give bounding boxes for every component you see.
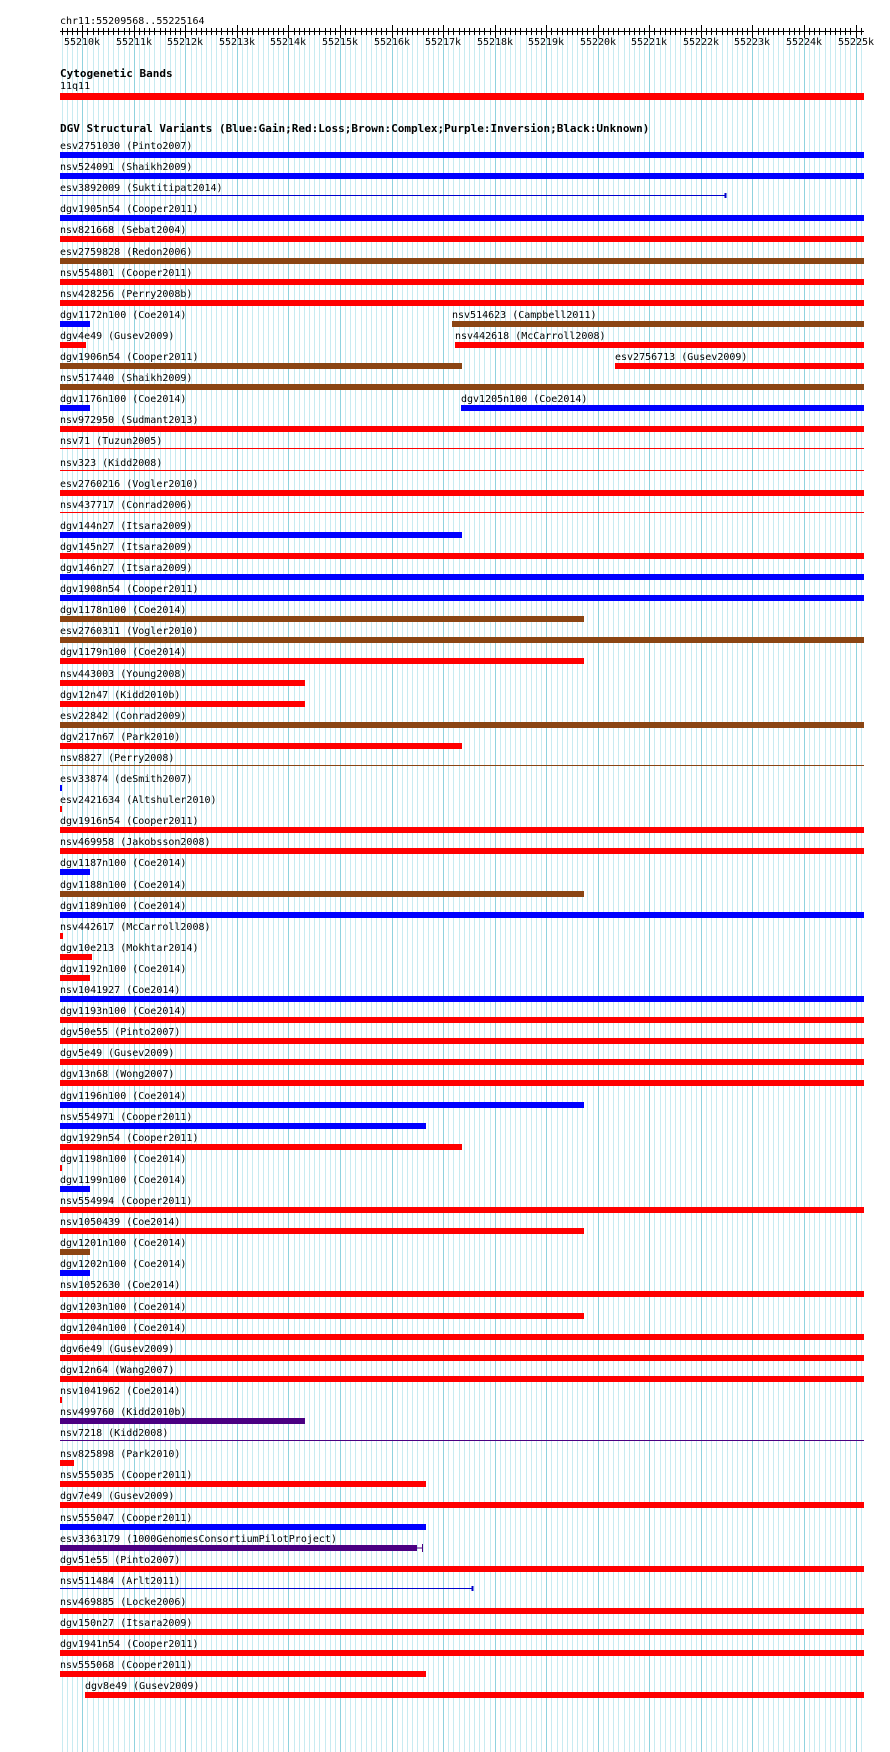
variant-feature[interactable] — [60, 1038, 864, 1044]
variant-label: esv2756713 (Gusev2009) — [615, 352, 748, 363]
variant-label: dgv1176n100 (Coe2014) — [60, 394, 187, 405]
variant-label: nsv323 (Kidd2008) — [60, 458, 163, 469]
variant-label: dgv8e49 (Gusev2009) — [85, 1681, 200, 1692]
variant-label: dgv10e213 (Mokhtar2014) — [60, 943, 199, 954]
position-label: chr11:55209568..55225164 — [60, 16, 205, 27]
variant-feature[interactable] — [60, 1355, 864, 1361]
variant-label: nsv443003 (Young2008) — [60, 669, 187, 680]
variant-label: nsv469885 (Locke2006) — [60, 1597, 187, 1608]
variant-feature[interactable] — [60, 532, 462, 538]
variant-feature[interactable] — [60, 1502, 864, 1508]
variant-feature[interactable] — [60, 1080, 864, 1086]
variant-feature[interactable] — [60, 891, 584, 897]
variant-feature[interactable] — [60, 1481, 426, 1487]
variant-feature[interactable] — [60, 806, 62, 812]
variant-label: dgv50e55 (Pinto2007) — [60, 1027, 181, 1038]
variant-feature[interactable] — [60, 574, 864, 580]
variant-label: nsv511484 (Arlt2011) — [60, 1576, 181, 1587]
variant-label: esv2421634 (Altshuler2010) — [60, 795, 217, 806]
variant-feature[interactable] — [452, 321, 864, 327]
variant-label: nsv555047 (Cooper2011) — [60, 1513, 193, 1524]
variant-label: dgv1198n100 (Coe2014) — [60, 1154, 187, 1165]
variant-label: esv22842 (Conrad2009) — [60, 711, 187, 722]
variant-label: nsv825898 (Park2010) — [60, 1449, 181, 1460]
variant-label: dgv12n47 (Kidd2010b) — [60, 690, 181, 701]
variant-feature[interactable] — [60, 616, 584, 622]
variant-label: esv33874 (deSmith2007) — [60, 774, 193, 785]
variant-label: dgv1204n100 (Coe2014) — [60, 1323, 187, 1334]
variant-label: nsv469958 (Jakobsson2008) — [60, 837, 211, 848]
cytobands-track-title: Cytogenetic Bands — [60, 67, 173, 80]
variant-feature[interactable] — [60, 848, 864, 854]
variant-feature[interactable] — [60, 996, 864, 1002]
variant-feature[interactable] — [615, 363, 864, 369]
variant-feature[interactable] — [60, 1418, 305, 1424]
variant-feature[interactable] — [60, 933, 63, 939]
variant-label: dgv1941n54 (Cooper2011) — [60, 1639, 199, 1650]
ruler-tick-label: 55212k — [166, 37, 204, 48]
ruler-tick-label: 55224k — [785, 37, 823, 48]
variant-feature[interactable] — [60, 1228, 584, 1234]
variant-feature[interactable] — [60, 975, 90, 981]
variant-feature[interactable] — [60, 236, 864, 242]
variant-label: esv2760311 (Vogler2010) — [60, 626, 199, 637]
ruler-tick-label: 55225k — [837, 37, 875, 48]
variant-feature[interactable] — [60, 1186, 90, 1192]
variant-feature[interactable] — [60, 279, 864, 285]
ruler-tick-label: 55223k — [733, 37, 771, 48]
variant-feature[interactable] — [60, 300, 864, 306]
variant-label: nsv7218 (Kidd2008) — [60, 1428, 169, 1439]
variant-feature[interactable] — [60, 215, 864, 221]
variant-feature[interactable] — [60, 595, 864, 601]
variant-feature[interactable] — [461, 405, 864, 411]
variant-label: dgv1193n100 (Coe2014) — [60, 1006, 187, 1017]
variant-label: dgv13n68 (Wong2007) — [60, 1069, 175, 1080]
variant-feature[interactable] — [60, 1629, 864, 1635]
variant-label: dgv1908n54 (Cooper2011) — [60, 584, 199, 595]
variant-label: dgv1179n100 (Coe2014) — [60, 647, 187, 658]
variant-feature[interactable] — [60, 1059, 864, 1065]
variant-label: nsv71 (Tuzun2005) — [60, 436, 163, 447]
variant-feature[interactable] — [60, 827, 864, 833]
variant-label: esv3363179 (1000GenomesConsortiumPilotProject) — [60, 1534, 337, 1545]
variant-feature[interactable] — [60, 1650, 864, 1656]
ruler-tick-label: 55222k — [682, 37, 720, 48]
variant-label: dgv51e55 (Pinto2007) — [60, 1555, 181, 1566]
variant-feature[interactable] — [60, 426, 864, 432]
variant-label: dgv5e49 (Gusev2009) — [60, 1048, 175, 1059]
variant-label: nsv517440 (Shaikh2009) — [60, 373, 193, 384]
variant-label: dgv1205n100 (Coe2014) — [461, 394, 588, 405]
variant-feature[interactable] — [60, 1397, 62, 1403]
variant-label: nsv972950 (Sudmant2013) — [60, 415, 199, 426]
variant-feature[interactable] — [60, 1376, 864, 1382]
ruler-tick-label: 55215k — [321, 37, 359, 48]
variant-feature[interactable] — [60, 912, 864, 918]
ruler-tick-label: 55221k — [630, 37, 668, 48]
variant-label: nsv514623 (Campbell2011) — [452, 310, 597, 321]
variant-feature[interactable] — [60, 1249, 90, 1255]
variant-label: dgv12n64 (Wang2007) — [60, 1365, 175, 1376]
variant-label: dgv1178n100 (Coe2014) — [60, 605, 187, 616]
ruler-tick-label: 55211k — [115, 37, 153, 48]
variant-feature[interactable] — [60, 743, 462, 749]
ruler-tick-label: 55219k — [527, 37, 565, 48]
variant-label: nsv437717 (Conrad2006) — [60, 500, 193, 511]
variant-feature[interactable] — [60, 1566, 864, 1572]
ruler-track — [60, 25, 874, 48]
variant-label: dgv146n27 (Itsara2009) — [60, 563, 193, 574]
variant-label: dgv1196n100 (Coe2014) — [60, 1091, 187, 1102]
variant-label: esv2759828 (Redon2006) — [60, 247, 193, 258]
variant-label: dgv150n27 (Itsara2009) — [60, 1618, 193, 1629]
variant-label: dgv1203n100 (Coe2014) — [60, 1302, 187, 1313]
variant-label: esv2760216 (Vogler2010) — [60, 479, 199, 490]
variant-label: nsv1052630 (Coe2014) — [60, 1280, 181, 1291]
variant-feature[interactable] — [455, 342, 864, 348]
variant-feature[interactable] — [60, 342, 86, 348]
variant-label: nsv442618 (McCarroll2008) — [455, 331, 606, 342]
variant-feature[interactable] — [60, 1545, 417, 1551]
ruler-tick-label: 55210k — [63, 37, 101, 48]
variant-label: nsv554801 (Cooper2011) — [60, 268, 193, 279]
variant-label: dgv1916n54 (Cooper2011) — [60, 816, 199, 827]
ruler-tick-label: 55216k — [373, 37, 411, 48]
variant-label: nsv555035 (Cooper2011) — [60, 1470, 193, 1481]
variant-feature[interactable] — [60, 658, 584, 664]
variant-label: dgv6e49 (Gusev2009) — [60, 1344, 175, 1355]
variant-feature[interactable] — [60, 1102, 584, 1108]
variant-label: nsv1041962 (Coe2014) — [60, 1386, 181, 1397]
variant-label: esv2751030 (Pinto2007) — [60, 141, 193, 152]
cytoband-label: 11q11 — [60, 81, 91, 92]
variant-label: dgv7e49 (Gusev2009) — [60, 1491, 175, 1502]
variant-label: dgv1201n100 (Coe2014) — [60, 1238, 187, 1249]
variant-label: dgv1172n100 (Coe2014) — [60, 310, 187, 321]
variant-label: nsv1041927 (Coe2014) — [60, 985, 181, 996]
variant-feature[interactable] — [60, 405, 90, 411]
variant-label: dgv1188n100 (Coe2014) — [60, 880, 187, 891]
variant-feature[interactable] — [60, 1291, 864, 1297]
variant-label: nsv555068 (Cooper2011) — [60, 1660, 193, 1671]
variant-label: nsv442617 (McCarroll2008) — [60, 922, 211, 933]
variant-feature[interactable] — [60, 152, 864, 158]
variant-label: esv3892009 (Suktitipat2014) — [60, 183, 223, 194]
variant-label: dgv4e49 (Gusev2009) — [60, 331, 175, 342]
variant-label: dgv1906n54 (Cooper2011) — [60, 352, 199, 363]
variant-label: dgv1202n100 (Coe2014) — [60, 1259, 187, 1270]
variant-feature[interactable] — [85, 1692, 864, 1698]
variant-label: dgv144n27 (Itsara2009) — [60, 521, 193, 532]
variant-feature[interactable] — [60, 1207, 864, 1213]
variant-feature[interactable] — [60, 1608, 864, 1614]
variant-feature[interactable] — [60, 1334, 864, 1340]
ruler-tick-label: 55217k — [424, 37, 462, 48]
variant-feature[interactable] — [60, 722, 864, 728]
variant-label: dgv145n27 (Itsara2009) — [60, 542, 193, 553]
ruler-tick-label: 55213k — [218, 37, 256, 48]
variant-label: nsv8827 (Perry2008) — [60, 753, 175, 764]
variant-label: dgv1192n100 (Coe2014) — [60, 964, 187, 975]
variant-label: nsv499760 (Kidd2010b) — [60, 1407, 187, 1418]
cytoband-11q11[interactable] — [60, 93, 864, 100]
variant-feature[interactable] — [60, 1144, 462, 1150]
variant-feature[interactable] — [60, 785, 62, 791]
variant-label: dgv1189n100 (Coe2014) — [60, 901, 187, 912]
variant-feature[interactable] — [60, 363, 462, 369]
variant-feature[interactable] — [60, 637, 864, 643]
variant-feature[interactable] — [60, 869, 90, 875]
variant-feature[interactable] — [60, 1165, 62, 1171]
variant-feature[interactable] — [60, 490, 864, 496]
variant-feature[interactable] — [60, 954, 92, 960]
variant-feature[interactable] — [60, 321, 90, 327]
variant-feature[interactable] — [60, 1123, 426, 1129]
variant-label: dgv1187n100 (Coe2014) — [60, 858, 187, 869]
variant-label: nsv524091 (Shaikh2009) — [60, 162, 193, 173]
ruler-tick-label: 55214k — [269, 37, 307, 48]
variant-feature[interactable] — [60, 701, 305, 707]
variant-label: dgv217n67 (Park2010) — [60, 732, 181, 743]
variant-label: dgv1199n100 (Coe2014) — [60, 1175, 187, 1186]
variant-label: dgv1929n54 (Cooper2011) — [60, 1133, 199, 1144]
variant-feature[interactable] — [60, 173, 864, 179]
variant-feature[interactable] — [60, 1017, 864, 1023]
variant-feature[interactable] — [60, 1524, 426, 1530]
variant-label: nsv554994 (Cooper2011) — [60, 1196, 193, 1207]
variant-feature[interactable] — [60, 1460, 74, 1466]
variant-feature[interactable] — [60, 1270, 90, 1276]
variant-label: dgv1905n54 (Cooper2011) — [60, 204, 199, 215]
variant-feature[interactable] — [60, 384, 864, 390]
variant-feature[interactable] — [60, 258, 864, 264]
variant-label: nsv821668 (Sebat2004) — [60, 225, 187, 236]
variant-feature[interactable] — [60, 553, 864, 559]
ruler-tick-label: 55218k — [476, 37, 514, 48]
variant-label: nsv428256 (Perry2008b) — [60, 289, 193, 300]
ruler-tick-label: 55220k — [579, 37, 617, 48]
variant-label: nsv1050439 (Coe2014) — [60, 1217, 181, 1228]
variant-label: nsv554971 (Cooper2011) — [60, 1112, 193, 1123]
dgv-track-title: DGV Structural Variants (Blue:Gain;Red:Loss;Brown:Complex;Purple:Inversion;Black:Unknown) — [60, 122, 650, 135]
variant-feature[interactable] — [60, 680, 305, 686]
variant-feature[interactable] — [60, 1313, 584, 1319]
variant-feature[interactable] — [60, 1671, 426, 1677]
